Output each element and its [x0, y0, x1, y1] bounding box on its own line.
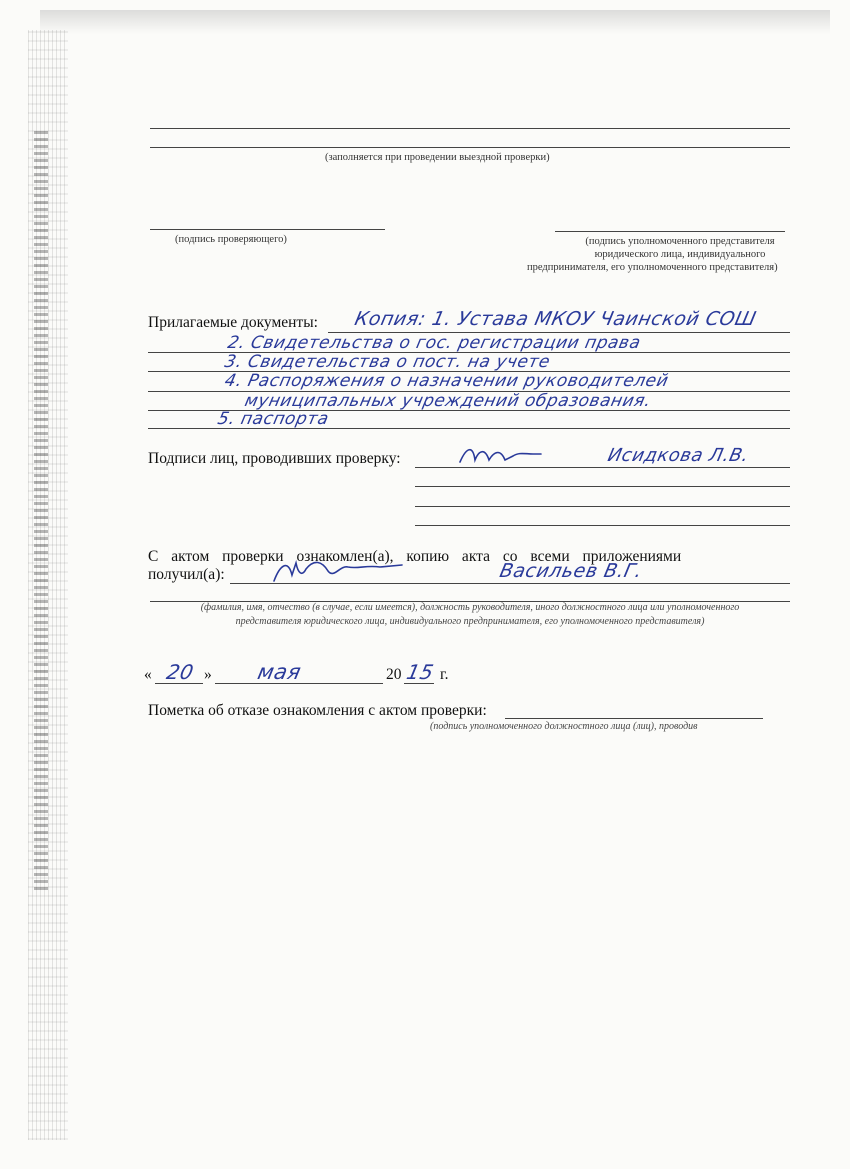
attachment-item-4: 4. Распоряжения о назначении руководителей — [222, 371, 671, 391]
inspector-name: Исидкова Л.В. — [605, 445, 751, 466]
attachment-item-6: 5. паспорта — [215, 409, 331, 429]
date-year-suffix: 15 — [404, 660, 437, 684]
representative-caption-1: (подпись уполномоченного представителя — [585, 236, 775, 247]
date-day: 20 — [164, 660, 197, 684]
refusal-line — [505, 718, 763, 719]
attachments-label: Прилагаемые документы: — [148, 314, 318, 331]
refusal-caption: (подпись уполномоченного должностного лица (лиц), проводив — [430, 721, 698, 732]
field-caption: (заполняется при проведении выездной проверки) — [325, 152, 550, 163]
inspector-signature — [455, 442, 545, 470]
refusal-label: Пометка об отказе ознакомления с актом проверки: — [148, 702, 487, 719]
attachment-item-3: 3. Свидетельства о пост. на учете — [222, 352, 552, 372]
date-open-quote: « — [144, 666, 152, 683]
date-close-quote: » — [204, 666, 212, 683]
acknowledgement-caption-1: (фамилия, имя, отчество (в случае, если имеется), должность руководителя, иного должностного лица или уполномоченного — [200, 602, 740, 613]
inspector-line-2 — [415, 486, 790, 487]
acknowledgement-label: получил(а): — [148, 566, 225, 583]
recipient-name: Васильев В.Г. — [497, 560, 645, 582]
inspector-line-3 — [415, 506, 790, 507]
inspector-line-4 — [415, 525, 790, 526]
date-month: мая — [255, 660, 304, 684]
date-month-line — [215, 683, 383, 684]
representative-sign-line — [555, 231, 785, 232]
representative-caption-2: юридического лица, индивидуального — [594, 249, 766, 260]
attachment-item-1: Копия: 1. Устава МКОУ Чаинской СОШ — [352, 308, 759, 330]
scan-shadow — [40, 10, 830, 34]
attachment-item-5: муниципальных учреждений образования. — [242, 391, 653, 411]
recipient-signature — [270, 555, 410, 587]
scan-edge-artifact-dark — [34, 130, 48, 890]
date-year-prefix: 20 — [386, 666, 402, 683]
inspector-sign-caption: (подпись проверяющего) — [175, 234, 287, 245]
representative-caption-3: предпринимателя, его уполномоченного представителя) — [527, 262, 778, 273]
date-year-unit: г. — [440, 666, 449, 683]
blank-line-1 — [150, 128, 790, 129]
blank-line-2 — [150, 147, 790, 148]
acknowledgement-caption-2: представителя юридического лица, индивидуального предпринимателя, его уполномоченного представителя) — [235, 616, 705, 627]
attachment-item-2: 2. Свидетельства о гос. регистрации права — [225, 333, 643, 353]
acknowledgement-line-1: С актом проверки ознакомлен(а), копию акта со всеми приложениями — [148, 548, 682, 565]
inspectors-label: Подписи лиц, проводивших проверку: — [148, 450, 401, 467]
inspector-sign-line — [150, 229, 385, 230]
